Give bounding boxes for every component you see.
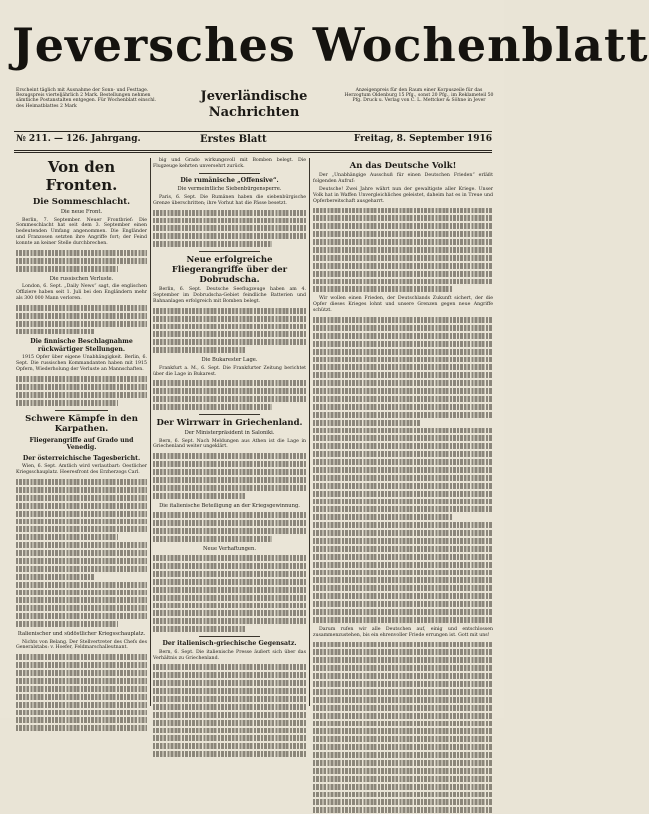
dateline-rule: [14, 150, 492, 151]
text-block: [153, 379, 306, 411]
section-rule: [199, 414, 260, 415]
sheet-label: Erstes Blatt: [200, 134, 267, 145]
dateline: [16, 134, 492, 148]
column-3: [313, 158, 493, 706]
section-rule: [199, 173, 260, 174]
headline-air-raids: Fliegerangriffe auf Grado und Venedig.: [29, 436, 134, 452]
dateline-rule-2: [14, 152, 492, 153]
headline-appeal: An das Deutsche Volk!: [349, 161, 457, 171]
article-text: 1915 Opfer über eigene Unabhängigkeit. Berlin, 6. Sept. Die russischen Kommandanten haben mit 1915 Opfern, Wiederholung der Verluste an Mannschaften.: [16, 355, 147, 373]
text-block: [153, 511, 306, 543]
section-rule: [55, 410, 107, 411]
article-text: Nichts von Belang. Der Stellvertreter des Chefs des Generalstabs: v. Hoefer, Feldmarschalleutnant.: [16, 639, 147, 651]
article-text: Der „Unabhängige Ausschuß für einen Deutschen Frieden“ erläßt folgenden Aufruf:: [313, 173, 493, 184]
article-text: big und Grado wirkungsvoll mit Bomben belegt. Die Flugzeuge kehrten unversehrt zurück.: [153, 158, 306, 169]
column-separator-2: [309, 158, 310, 706]
article-text: Wien, 6. Sept. Amtlich wird verlautbart: Oestlicher Kriegsschauplatz. Heeresfront des Erzherzogs Carl.: [16, 464, 147, 476]
article-text: Deutsche! Zwei Jahre währt nun der gewaltigste aller Kriege. Unser Volk hat in Waffen Unvergleichliches geleistet, daheim hat es in Treue und Opferbereitschaft ausgeharrt.: [313, 186, 493, 204]
text-block: [313, 316, 493, 624]
headline-romanian-offensive: Die rumänische „Offensive“.: [180, 176, 279, 184]
subhead-losses: Die russischen Verluste.: [49, 275, 114, 282]
article-text: Bern, 6. Sept. Nach Meldungen aus Athen ist die Lage in Griechenland weiter ungeklärt.: [153, 438, 306, 450]
column-separator-1: [150, 158, 151, 706]
article-text: Wir wollen einen Frieden, der Deutschlands Zukunft sichert, der die Opfer dieses Krieges lohnt und unsere Grenzen gegen neue Angriffe schützt.: [313, 296, 493, 314]
article-text: London, 6. Sept. „Daily News“ sagt, die englischen Offiziere haben seit 1. Juli bei den Engländern mehr als 300 000 Mann verloren.: [16, 284, 147, 302]
issue-number: № 211. — 126. Jahrgang.: [16, 134, 141, 144]
text-block: [16, 375, 147, 407]
text-block: [313, 207, 493, 294]
subhead-arrests: Neue Verhaftungen.: [203, 545, 256, 552]
article-text: Paris, 6. Sept. Die Rumänen haben die siebenbürgische Grenze überschritten; ihre Vorhut hat die Pässe besetzt.: [153, 194, 306, 206]
text-block: [153, 452, 306, 499]
subhead-transylvania: Die vermeintliche Siebenbürgensperre.: [177, 186, 282, 193]
headline-finnish: Die finnische Beschlagnahme rückwärtiger Stellungen.: [30, 338, 133, 353]
column-1: [16, 158, 147, 706]
text-block: [16, 653, 147, 732]
masthead-subtitle: [168, 88, 340, 121]
text-block: [153, 663, 306, 758]
headline-greece: Der Wirrwarr in Griechenland.: [156, 418, 303, 429]
headline-dobruja-air: Neue erfolgreiche Fliegerangriffe über der Dobrudscha.: [171, 255, 288, 286]
newspaper-title: Jeversches Wochenblatt: [12, 18, 649, 72]
text-block: [16, 304, 147, 336]
article-text: Berlin, 7. September. Neuer Frontbrief: Die Sommeschlacht hat seit dem 3. September einen bedeutenden Umfang angenommen. Die Engländer und Franzosen setzten ihre Angriffe fort; der Feind konnte an keiner Stelle durchbrechen.: [16, 217, 147, 247]
issue-date: Freitag, 8. September 1916: [353, 134, 492, 144]
text-block: [153, 554, 306, 633]
section-rule: [199, 251, 260, 252]
article-text: Berlin, 6. Sept. Deutsche Seeflugzeuge haben am 4. September im Dobrudscha-Gebiet feindliche Batterien und Bahnanlagen erfolgreich mit Bomben belegt.: [153, 287, 306, 304]
article-text: Frankfurt a. M., 6. Sept. Die Frankfurter Zeitung berichtet über die Lage in Bukarest.: [153, 365, 306, 377]
top-rule: [14, 131, 492, 132]
subhead-italian-front: Italienischer und südöstlicher Kriegsschauplatz.: [17, 631, 146, 637]
text-block: [16, 249, 147, 273]
text-block: [313, 641, 493, 814]
masthead: [12, 6, 649, 84]
advertising-info: Anzeigenpreis für den Raum einer Korpuszeile für das Herzogtum Oldenburg 15 Pfg., sonst 20 Pfg., im Reklameteil 50 Pfg. Druck u. Verlag von C. L. Mettcker & Söhne in Jever: [344, 88, 494, 104]
text-block: [153, 307, 306, 354]
section-rule: [199, 636, 260, 637]
text-block: [153, 209, 306, 248]
headline-fronts: Von den Fronten.: [45, 158, 118, 194]
column-2: [153, 158, 306, 706]
article-text: Darum rufen wir alle Deutschen auf, einig und entschlossen zusammenzustehen, bis ein ehrenvoller Friede errungen ist. Gott mit uns!: [313, 626, 493, 638]
subscription-info: Erscheint täglich mit Ausnahme der Sonn- und Festtage. Bezugspreis vierteljährlich 2 Mark. Bestellungen nehmen sämtliche Postanstalten entgegen. Für Wochenblatt einschl. des Heimatblattes 2 Mark: [16, 88, 157, 109]
headline-carpathians: Schwere Kämpfe in den Karpathen.: [25, 413, 138, 434]
subtitle-line-2: Nachrichten: [208, 105, 300, 120]
text-block: [16, 478, 147, 628]
headline-italo-greek: Der italienisch-griechische Gegensatz.: [162, 640, 297, 648]
headline-somme: Die Sommeschlacht.: [32, 197, 131, 207]
subhead-italian-participation: Die italienische Beteiligung an der Kriegsgewinnung.: [159, 502, 300, 509]
subhead-new-front: Die neue Front.: [60, 209, 103, 215]
subhead-saloniki: Der Ministerpräsident in Saloniki.: [184, 430, 275, 437]
subtitle-line-1: Jeverländische: [200, 89, 308, 104]
subhead-bucharest: Die Bukarester Lage.: [201, 357, 258, 364]
article-text: Bern, 6. Sept. Die italienische Presse äußert sich über das Verhältnis zu Griechenland.: [153, 649, 306, 661]
headline-austrian-report: Der österreichische Tagesbericht.: [22, 454, 141, 462]
